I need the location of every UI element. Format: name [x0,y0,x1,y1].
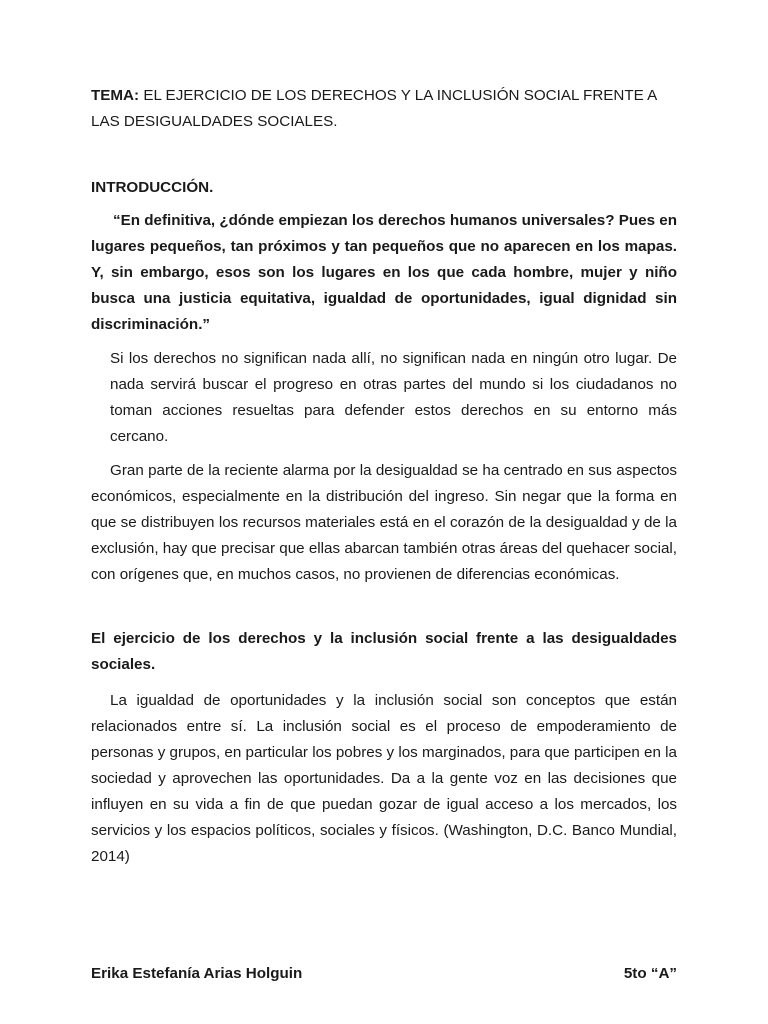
document-page [91,0,677,1024]
introduction-quote: “En definitiva, ¿dónde empiezan los derechos humanos universales? Pues en lugares pequeños, tan próximos y tan pequeños que no aparecen en los mapas. Y, sin embargo, esos son los lugares en los que cada hombre, mujer y niño busca una justicia equitativa, igualdad de oportunidades, igual dignidad sin discriminación.” [91,212,677,333]
introduction-heading: INTRODUCCIÓN. [91,179,214,196]
grade-label: 5to “A” [623,965,677,982]
topic-label: TEMA: [91,87,140,104]
topic-line [91,83,677,135]
topic-title: EL EJERCICIO DE LOS DERECHOS Y LA INCLUSIÓN SOCIAL FRENTE A LAS DESIGUALDADES SOCIALES. [91,87,657,130]
section-heading: El ejercicio de los derechos y la inclusión social frente a las desigualdades sociales. [91,630,677,673]
section-paragraph: La igualdad de oportunidades y la inclusión social son conceptos que están relacionados entre sí. La inclusión social es el proceso de empoderamiento de personas y grupos, en particular los pobres y los marginados, para que participen en la sociedad y aprovechen las oportunidades. Da a la gente voz en las decisiones que influyen en su vida a fin de que puedan gozar de igual acceso a los mercados, los servicios y los espacios políticos, sociales y físicos. (Washington, D.C. Banco Mundial, 2014) [91,692,677,865]
introduction-paragraph-1: Si los derechos no significan nada allí, no significan nada en ningún otro lugar. De nada servirá buscar el progreso en otras partes del mundo si los ciudadanos no toman acciones resueltas para defender estos derechos en su entorno más cercano. [110,350,677,445]
author-name: Erika Estefanía Arias Holguin [91,965,303,982]
introduction-paragraph-2: Gran parte de la reciente alarma por la desigualdad se ha centrado en sus aspectos económicos, especialmente en la distribución del ingreso. Sin negar que la forma en que se distribuyen los recursos materiales está en el corazón de la desigualdad y de la exclusión, hay que precisar que ellas abarcan también otras áreas del quehacer social, con orígenes que, en muchos casos, no provienen de diferencias económicas. [91,462,677,583]
